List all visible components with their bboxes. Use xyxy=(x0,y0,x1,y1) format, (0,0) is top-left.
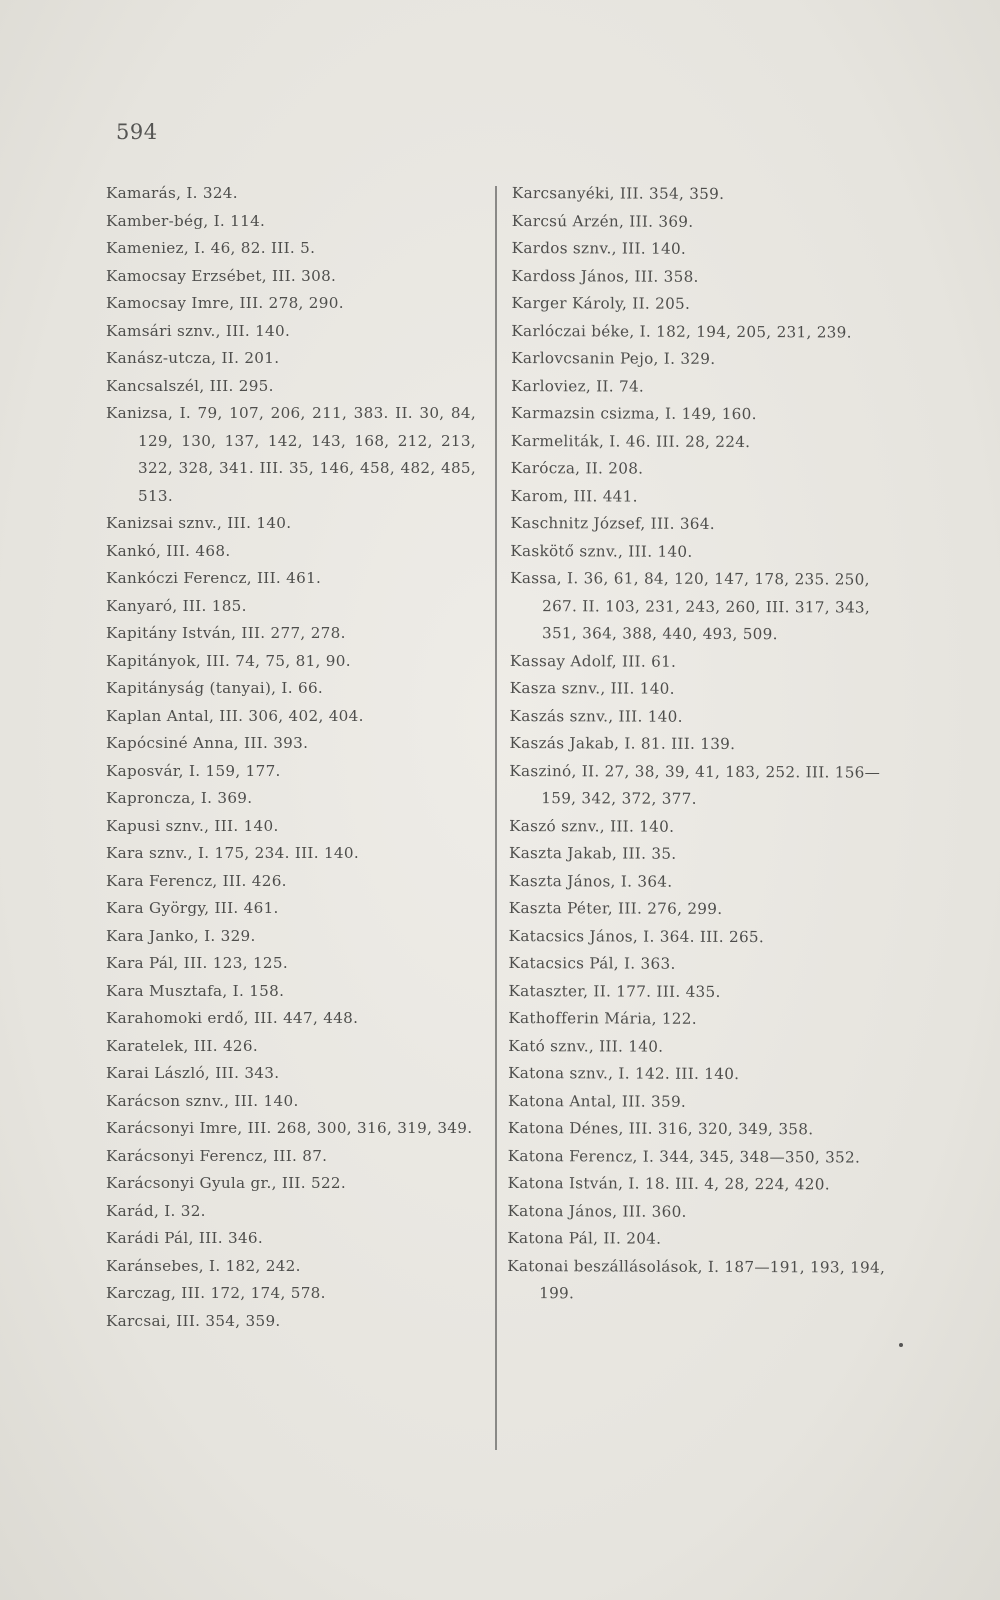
index-entry: Kanizsai sznv., III. 140. xyxy=(106,514,292,532)
index-entry: Kamocsay Imre, III. 278, 290. xyxy=(106,294,344,312)
index-entry: Kamocsay Erzsébet, III. 308. xyxy=(106,266,337,285)
index-entry: Kaposvár, I. 159, 177. xyxy=(106,761,281,780)
index-entry: Kaproncza, I. 369. xyxy=(106,789,253,807)
index-entry: Kasza sznv., III. 140. xyxy=(509,678,675,698)
index-entry: Kara Ferencz, III. 426. xyxy=(106,871,287,890)
index-entry: Karmeliták, I. 46. III. 28, 224. xyxy=(510,431,751,451)
index-entry: Karádi Pál, III. 346. xyxy=(106,1229,263,1247)
index-entry: Kaszás Jakab, I. 81. III. 139. xyxy=(509,733,736,753)
index-entry: Kamarás, I. 324. xyxy=(106,184,238,202)
index-entry: Karger Károly, II. 205. xyxy=(511,293,691,313)
index-entry: Kankóczi Ferencz, III. 461. xyxy=(106,569,322,587)
index-entry: Karatelek, III. 426. xyxy=(106,1036,258,1055)
index-entry: Katona Dénes, III. 316, 320, 349, 358. xyxy=(507,1118,814,1139)
column-divider xyxy=(495,186,497,1450)
index-entry: Karahomoki erdő, III. 447, 448. xyxy=(106,1009,359,1027)
index-entry: Kapitány István, III. 277, 278. xyxy=(106,624,346,642)
index-entry: Kankó, III. 468. xyxy=(106,541,231,560)
index-entry: Kaszta János, I. 364. xyxy=(508,871,673,891)
index-entry: Kara Janko, I. 329. xyxy=(106,926,256,945)
index-entry: Karóczа, II. 208. xyxy=(510,458,644,478)
index-entry: Kaskötő sznv., III. 140. xyxy=(510,541,693,561)
index-entry: Kardoss János, III. 358. xyxy=(511,266,699,286)
index-entry: Kapócsiné Anna, III. 393. xyxy=(106,734,309,752)
index-entry: Kara sznv., I. 175, 234. III. 140. xyxy=(106,844,359,862)
index-entry: Katona sznv., I. 142. III. 140. xyxy=(508,1063,740,1084)
index-entry: Karánsebes, I. 182, 242. xyxy=(106,1256,301,1275)
index-entry: Karcsai, III. 354, 359. xyxy=(106,1311,281,1330)
index-entry: Karácsonyi Imre, III. 268, 300, 316, 319, 349. xyxy=(106,1119,473,1137)
index-entry: Kaschnitz József, III. 364. xyxy=(510,513,715,533)
index-entry: Kathofferin Mária, 122. xyxy=(508,1008,697,1028)
index-entry: Kapitányság (tanyai), I. 66. xyxy=(106,679,324,697)
index-entry: Karácson sznv., III. 140. xyxy=(106,1091,299,1110)
index-entry: Katona János, III. 360. xyxy=(507,1201,687,1221)
index-entry: Kara György, III. 461. xyxy=(106,899,279,917)
index-entry: Kaplan Antal, III. 306, 402, 404. xyxy=(106,706,364,725)
page-number: 594 xyxy=(116,120,158,144)
index-entry: Kanász-utcza, II. 201. xyxy=(106,349,280,367)
index-entry: Kaszta Jakab, III. 35. xyxy=(509,843,677,863)
index-entry: Kató sznv., III. 140. xyxy=(508,1036,664,1056)
index-column-left xyxy=(106,180,476,1335)
index-entry: Kataszter, II. 177. III. 435. xyxy=(508,981,721,1001)
index-entry: Kameniez, I. 46, 82. III. 5. xyxy=(106,239,316,257)
index-entry: Kara Musztafa, I. 158. xyxy=(106,981,285,1000)
index-entry: Karmazsin csizma, I. 149, 160. xyxy=(510,403,757,424)
index-entry: Kara Pál, III. 123, 125. xyxy=(106,954,288,972)
index-entry: Kassa, I. 36, 61, 84, 120, 147, 178, 235. 250, 267. II. 103, 231, 243, 260, III. 317, 343, 351, 364, 388, 440, 493, 509. xyxy=(510,568,871,644)
index-entry: Karom, III. 441. xyxy=(510,486,638,506)
index-entry: Kamber-bég, I. 114. xyxy=(106,211,266,230)
index-entry: Kanizsa, I. 79, 107, 206, 211, 383. II. 30, 84, 129, 130, 137, 142, 143, 168, 212, 213, 322, 328, 341. III. 35, 146, 458, 482, 485, 513. xyxy=(106,404,476,505)
index-entry: Karai László, III. 343. xyxy=(106,1064,280,1082)
index-entry: Katona Ferencz, I. 344, 345, 348—350, 352. xyxy=(507,1146,861,1167)
index-entry: Kaszó sznv., III. 140. xyxy=(509,816,675,836)
index-entry: Karcsú Arzén, III. 369. xyxy=(511,211,694,231)
index-entry: Kardos sznv., III. 140. xyxy=(511,238,687,258)
index-entry: Karlóczai béke, I. 182, 194, 205, 231, 239. xyxy=(511,321,852,341)
index-entry: Kancsalszél, III. 295. xyxy=(106,376,274,395)
index-entry: Karlovcsanin Pejo, I. 329. xyxy=(511,348,716,368)
index-entry: Kapusi sznv., III. 140. xyxy=(106,816,279,835)
index-entry: Karloviez, II. 74. xyxy=(511,376,645,396)
index-entry: Karácsonyi Ferencz, III. 87. xyxy=(106,1146,328,1165)
index-entry: Kaszta Péter, III. 276, 299. xyxy=(508,898,723,918)
index-entry: Katona Pál, II. 204. xyxy=(507,1228,662,1248)
index-column-right xyxy=(507,180,892,1309)
index-entry: Kamsári sznv., III. 140. xyxy=(106,321,291,340)
index-entry: Kaszinó, II. 27, 38, 39, 41, 183, 252. III. 156—159, 342, 372, 377. xyxy=(509,761,881,808)
index-entry: Katona Antal, III. 359. xyxy=(507,1091,687,1111)
index-entry: Karácsonyi Gyula gr., III. 522. xyxy=(106,1174,347,1192)
index-entry: Katonai beszállásolások, I. 187—191, 193, 194, 199. xyxy=(507,1256,886,1303)
index-entry: Katona István, I. 18. III. 4, 28, 224, 420. xyxy=(507,1173,830,1194)
ink-speck xyxy=(899,1343,903,1347)
index-entry: Kapitányok, III. 74, 75, 81, 90. xyxy=(106,651,351,670)
index-entry: Katacsics János, I. 364. III. 265. xyxy=(508,926,765,946)
index-entry: Kaszás sznv., III. 140. xyxy=(509,706,683,726)
index-entry: Karczag, III. 172, 174, 578. xyxy=(106,1284,326,1302)
index-entry: Karád, I. 32. xyxy=(106,1201,206,1220)
index-entry: Katacsics Pál, I. 363. xyxy=(508,953,676,973)
index-entry: Karcsanyéki, III. 354, 359. xyxy=(511,183,725,203)
index-entry: Kanyaró, III. 185. xyxy=(106,596,247,615)
index-entry: Kassay Adolf, III. 61. xyxy=(509,651,677,671)
